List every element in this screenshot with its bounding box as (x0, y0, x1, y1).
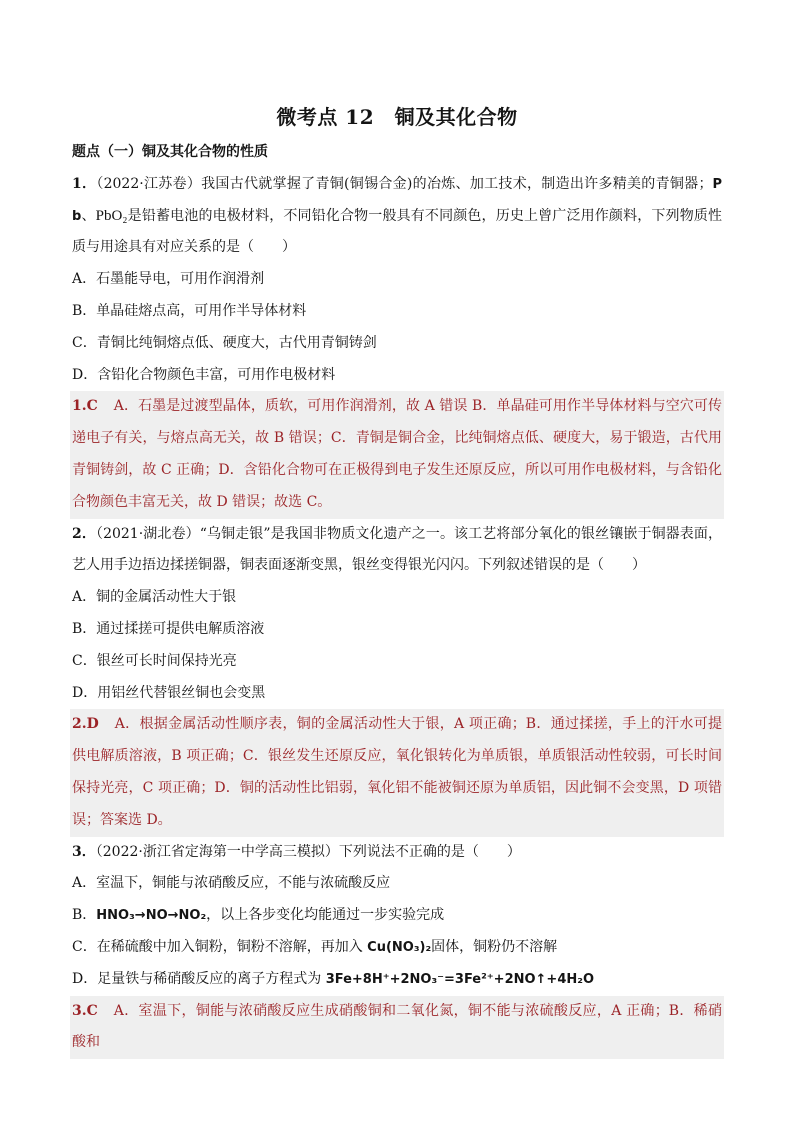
option-label: D． (72, 366, 98, 383)
option-d (72, 360, 722, 392)
option-text: 固体，铜粉仍不溶解 (431, 938, 558, 955)
option-b (72, 296, 722, 328)
answer-label: 2.D (72, 716, 99, 733)
question-number: 3． (72, 843, 96, 860)
option-text: 室温下，铜能与浓硝酸反应，不能与浓硫酸反应 (96, 875, 391, 892)
option-d (72, 678, 722, 710)
option-a (72, 264, 722, 296)
formula-text: Pb (72, 176, 722, 224)
option-text: 含铅化合物颜色丰富，可用作电极材料 (97, 366, 336, 383)
answer-text: A．石墨是过渡型晶体，质软，可用作润滑剂，故 A 错误 B．单晶硅可用作半导体材料与空穴可传递电子有关，与熔点高无关，故 B 错误；C．青铜是铜合金，比纯铜熔点低、硬度大，易于锻造，古代用青铜铸剑，故 C 正确；D．含铅化合物可在正极得到电子发生还原反应，所以可用作电极材料，与含铅化合物颜色丰富无关，故 D 错误；故选 C。 (72, 398, 722, 510)
option-b (72, 614, 722, 646)
question-stem (72, 837, 722, 869)
option-c (72, 328, 722, 360)
answer-explanation (70, 996, 724, 1060)
option-c (72, 646, 722, 678)
question-3 (72, 837, 722, 1060)
question-number: 1． (72, 175, 97, 192)
stem-text: 、 (81, 207, 96, 224)
option-text: 通过揉搓可提供电解质溶液 (96, 620, 265, 637)
question-source: （2022·江苏卷） (96, 175, 202, 192)
option-label: C． (72, 652, 97, 669)
option-label: B． (72, 620, 97, 637)
option-text: 足量铁与稀硝酸反应的离子方程式为 (97, 970, 326, 987)
option-text: 铜的金属活动性大于银 (96, 589, 237, 606)
option-text: 石墨能导电，可用作润滑剂 (96, 271, 265, 288)
formula-text: 3Fe+8H⁺+2NO₃⁻=3Fe²⁺+2NO↑+4H₂O (325, 971, 594, 987)
option-a (72, 582, 722, 614)
option-a (72, 868, 722, 900)
stem-text: 是铅蓄电池的电极材料，不同铅化合物一般具有不同颜色，历史上曾广泛用作颜料，下列物质性质与用途具有对应关系的是（ ） (72, 207, 723, 256)
worksheet-page (72, 99, 722, 1059)
answer-label: 3.C (72, 1002, 98, 1019)
option-text: 用铝丝代替银丝铜也会变黑 (97, 684, 266, 701)
question-2 (72, 519, 722, 837)
option-text: 青铜比纯铜熔点低、硬度大，古代用青铜铸剑 (96, 334, 377, 351)
stem-text: “乌铜走银”是我国非物质文化遗产之一。该工艺将部分氧化的银丝镶嵌于铜器表面，艺人用手边捂边揉搓铜器，铜表面逐渐变黑，银丝变得银光闪闪。下列叙述错误的是（ ） (72, 525, 722, 574)
option-label: B． (72, 907, 97, 924)
section-heading: 题点（一）铜及其化合物的性质 (72, 144, 268, 160)
answer-explanation (70, 709, 724, 836)
option-text: 在稀硫酸中加入铜粉，铜粉不溶解，再加入 (96, 938, 368, 955)
page-title: 微考点 12 铜及其化合物 (276, 105, 518, 129)
answer-label: 1.C (72, 398, 98, 415)
option-label: A． (72, 271, 97, 288)
option-label: B． (72, 302, 97, 319)
option-label: C． (72, 938, 97, 955)
stem-text: 我国古代就掌握了青铜(铜锡合金)的冶炼、加工技术，制造出许多精美的青铜器； (201, 175, 713, 192)
option-b (72, 900, 722, 932)
stem-text: 下列说法不正确的是（ ） (338, 843, 521, 860)
option-text: 银丝可长时间保持光亮 (96, 652, 237, 669)
question-stem (72, 519, 722, 583)
formula-text: Cu(NO₃)₂ (367, 939, 432, 955)
formula-text: HNO₃→NO→NO₂ (96, 908, 207, 924)
answer-text: A．根据金属活动性顺序表，铜的金属活动性大于银，A 项正确；B．通过揉搓，手上的汗水可提供电解质溶液，B 项正确；C．银丝发生还原反应，氧化银转化为单质银，单质银活动性较弱，可长时间保持光亮，C 项正确；D．铜的活动性比铝弱，氧化铝不能被铜还原为单质铝，因此铜不会变黑，D 项错误；答案选 D。 (72, 716, 722, 828)
option-label: C． (72, 334, 97, 351)
question-number: 2． (72, 525, 96, 542)
question-source: （2021·湖北卷） (95, 525, 200, 542)
option-d (72, 964, 722, 996)
option-text: 单晶硅熔点高，可用作半导体材料 (96, 302, 307, 319)
option-text: ，以上各步变化均能通过一步实验完成 (206, 907, 445, 924)
option-label: A． (72, 589, 97, 606)
question-source: （2022·浙江省定海第一中学高三模拟） (95, 843, 339, 860)
formula-text: PbO₂ (95, 207, 128, 224)
option-label: D． (72, 684, 98, 701)
option-c (72, 932, 722, 964)
question-1 (72, 169, 722, 519)
option-label: A． (72, 875, 97, 892)
answer-explanation (70, 391, 724, 518)
option-label: D． (72, 970, 98, 987)
answer-text: A．室温下，铜能与浓硝酸反应生成硝酸铜和二氧化氮，铜不能与浓硫酸反应，A 正确；B．稀硝酸和 (72, 1002, 722, 1051)
question-stem (72, 169, 722, 264)
